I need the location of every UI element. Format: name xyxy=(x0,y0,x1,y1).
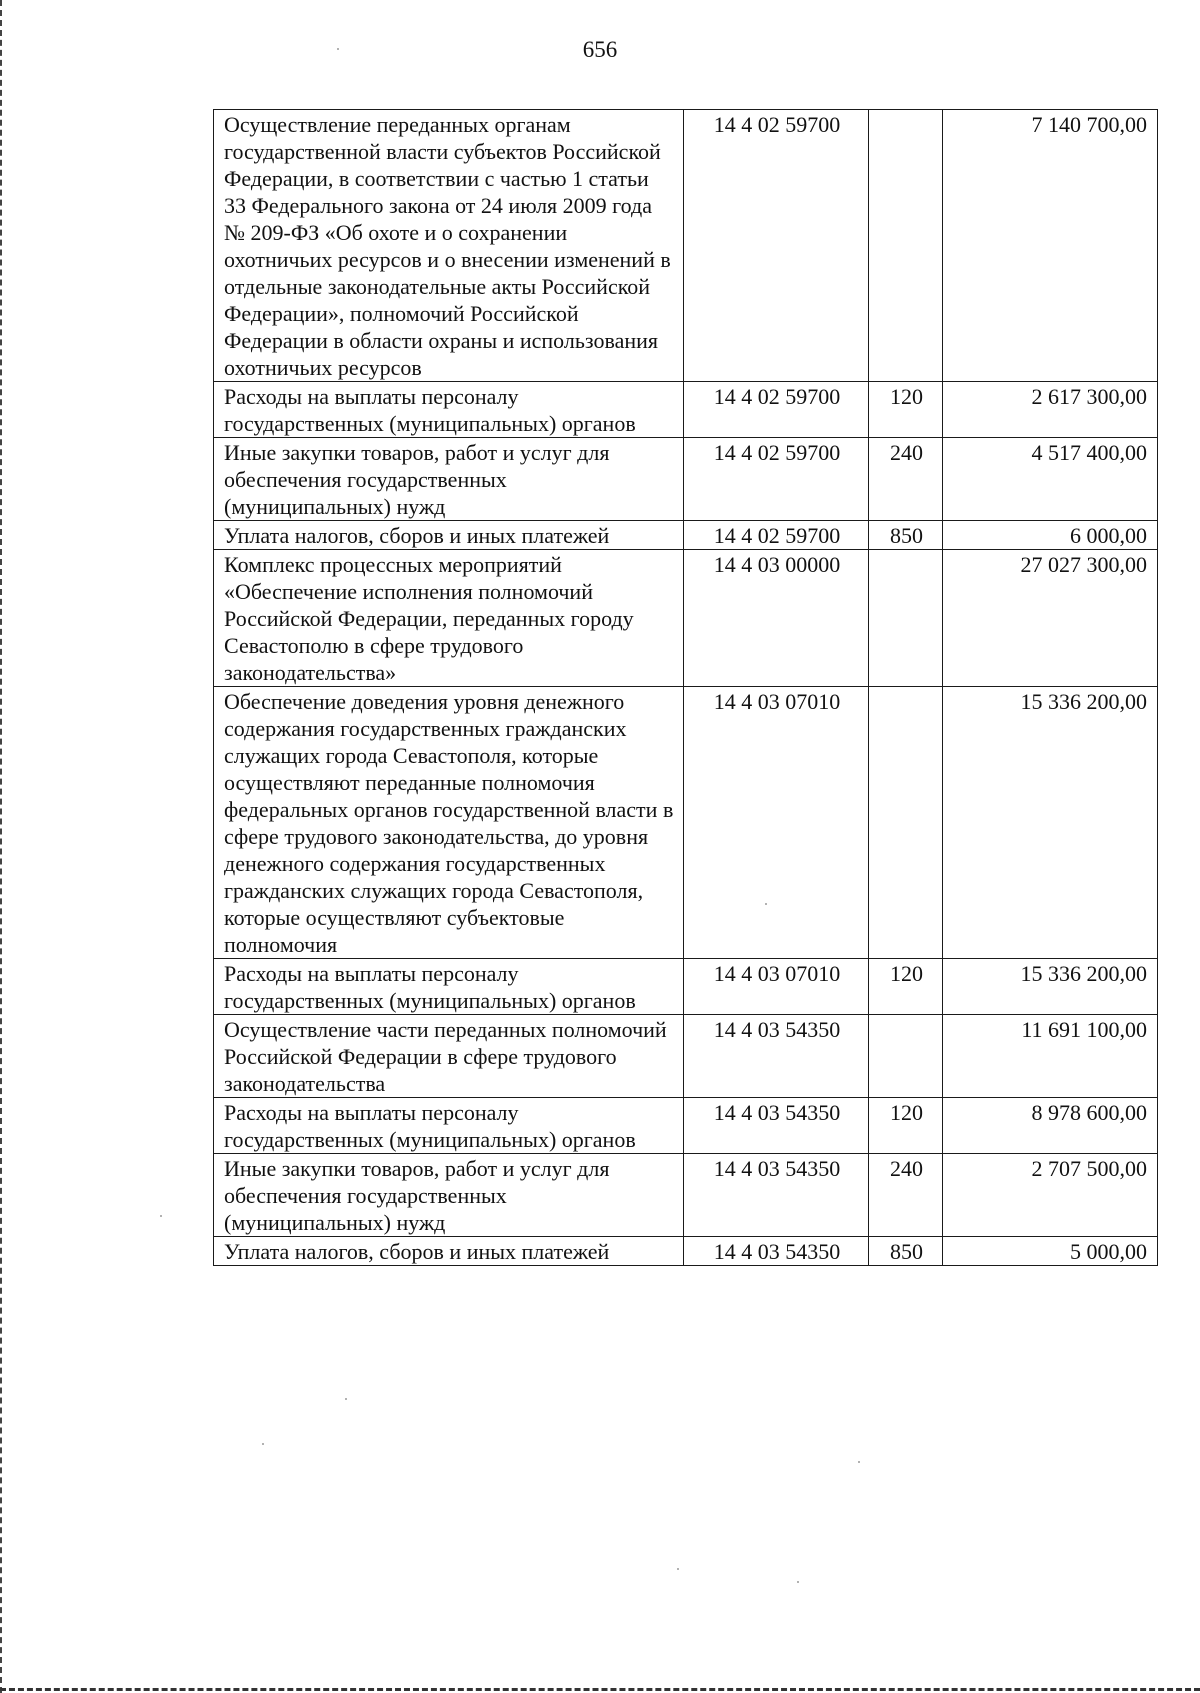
row-amount-cell: 2 707 500,00 xyxy=(943,1154,1158,1237)
row-name-cell: Обеспечение доведения уровня денежного содержания государственных гражданских служащих города Севастополя, которые осуществляют переданные полномочия федеральных органов государственной власти в сфере трудового законодательства, до уровня денежного содержания государственных гражданских служащих города Севастополя, которые осуществляют субъектовые полномочия xyxy=(214,687,684,959)
row-amount-cell: 2 617 300,00 xyxy=(943,382,1158,438)
scan-speck xyxy=(337,48,339,50)
scan-speck xyxy=(345,1398,347,1400)
row-code-cell: 14 4 03 54350 xyxy=(684,1154,869,1237)
table-row xyxy=(214,1015,1158,1098)
table-row xyxy=(214,1098,1158,1154)
row-type-cell: 850 xyxy=(869,1237,943,1266)
row-name-cell: Расходы на выплаты персоналу государственных (муниципальных) органов xyxy=(214,1098,684,1154)
table-row xyxy=(214,110,1158,382)
row-name-cell: Иные закупки товаров, работ и услуг для обеспечения государственных (муниципальных) нужд xyxy=(214,438,684,521)
row-type-cell xyxy=(869,687,943,959)
row-name-cell: Осуществление части переданных полномочий Российской Федерации в сфере трудового законодательства xyxy=(214,1015,684,1098)
row-code-cell: 14 4 03 54350 xyxy=(684,1015,869,1098)
scan-speck xyxy=(797,1581,799,1583)
row-type-cell: 120 xyxy=(869,1098,943,1154)
row-name-cell: Уплата налогов, сборов и иных платежей xyxy=(214,1237,684,1266)
row-code-cell: 14 4 03 07010 xyxy=(684,687,869,959)
row-code-cell: 14 4 02 59700 xyxy=(684,438,869,521)
scan-speck xyxy=(765,903,767,905)
row-type-cell xyxy=(869,1015,943,1098)
row-type-cell: 240 xyxy=(869,438,943,521)
table-row xyxy=(214,1237,1158,1266)
scan-speck xyxy=(858,1461,860,1463)
table-row xyxy=(214,382,1158,438)
row-name-cell: Расходы на выплаты персоналу государственных (муниципальных) органов xyxy=(214,382,684,438)
row-name-cell: Осуществление переданных органам государственной власти субъектов Российской Федерации, в соответствии с частью 1 статьи 33 Федерального закона от 24 июля 2009 года № 209-ФЗ «Об охоте и о сохранении охотничьих ресурсов и о внесении изменений в отдельные законодательные акты Российской Федерации», полномочий Российской Федерации в области охраны и использования охотничьих ресурсов xyxy=(214,110,684,382)
row-code-cell: 14 4 03 07010 xyxy=(684,959,869,1015)
row-type-cell: 850 xyxy=(869,521,943,550)
row-code-cell: 14 4 02 59700 xyxy=(684,110,869,382)
row-type-cell xyxy=(869,550,943,687)
row-name-cell: Иные закупки товаров, работ и услуг для обеспечения государственных (муниципальных) нужд xyxy=(214,1154,684,1237)
row-code-cell: 14 4 03 00000 xyxy=(684,550,869,687)
row-code-cell: 14 4 02 59700 xyxy=(684,382,869,438)
scan-speck xyxy=(160,1215,162,1217)
scan-edge-left xyxy=(0,0,4,1693)
table-row xyxy=(214,959,1158,1015)
row-code-cell: 14 4 03 54350 xyxy=(684,1098,869,1154)
scan-speck xyxy=(262,1443,264,1445)
row-amount-cell: 15 336 200,00 xyxy=(943,687,1158,959)
row-type-cell: 240 xyxy=(869,1154,943,1237)
table-row xyxy=(214,521,1158,550)
row-amount-cell: 7 140 700,00 xyxy=(943,110,1158,382)
table-row xyxy=(214,438,1158,521)
row-name-cell: Расходы на выплаты персоналу государственных (муниципальных) органов xyxy=(214,959,684,1015)
row-amount-cell: 5 000,00 xyxy=(943,1237,1158,1266)
row-amount-cell: 6 000,00 xyxy=(943,521,1158,550)
table-row xyxy=(214,687,1158,959)
page-number: 656 xyxy=(582,37,618,62)
row-type-cell xyxy=(869,110,943,382)
budget-table xyxy=(213,109,1158,1266)
row-name-cell: Уплата налогов, сборов и иных платежей xyxy=(214,521,684,550)
row-amount-cell: 11 691 100,00 xyxy=(943,1015,1158,1098)
scan-edge-bottom xyxy=(0,1688,1200,1691)
table-row xyxy=(214,1154,1158,1237)
row-amount-cell: 4 517 400,00 xyxy=(943,438,1158,521)
row-amount-cell: 15 336 200,00 xyxy=(943,959,1158,1015)
row-name-cell: Комплекс процессных мероприятий «Обеспечение исполнения полномочий Российской Федерации, переданных городу Севастополю в сфере трудового законодательства» xyxy=(214,550,684,687)
scan-speck xyxy=(677,1568,679,1570)
row-amount-cell: 8 978 600,00 xyxy=(943,1098,1158,1154)
row-code-cell: 14 4 02 59700 xyxy=(684,521,869,550)
row-amount-cell: 27 027 300,00 xyxy=(943,550,1158,687)
table-row xyxy=(214,550,1158,687)
row-type-cell: 120 xyxy=(869,382,943,438)
row-type-cell: 120 xyxy=(869,959,943,1015)
row-code-cell: 14 4 03 54350 xyxy=(684,1237,869,1266)
